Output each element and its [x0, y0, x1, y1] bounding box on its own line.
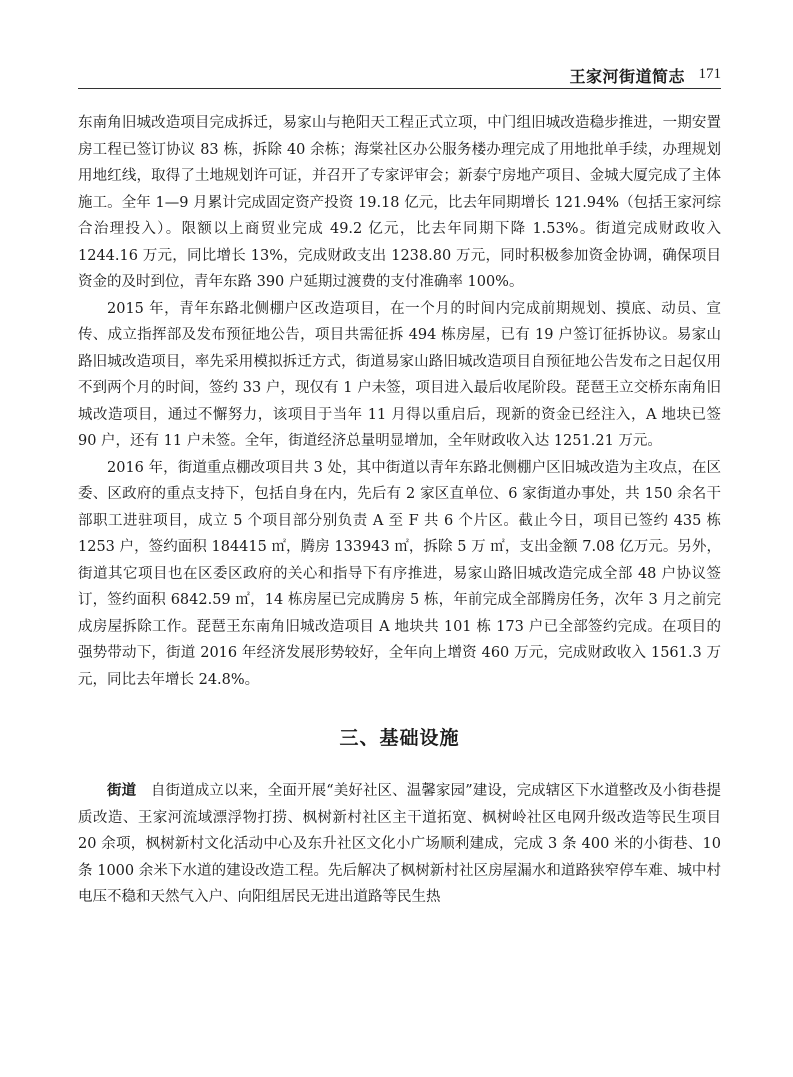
paragraph-infrastructure: [78, 778, 721, 911]
paragraph-2016: 2016 年，街道重点棚改项目共 3 处，其中街道以青年东路北侧棚户区旧城改造为主攻点，在区委、区政府的重点支持下，包括自身在内，先后有 2 家区直单位、6 家街道办事处，共 150 余名干部职工进驻项目，成立 5 个项目部分别负责 A 至 F 共 6 个片区。截止今日，项目已签约 435 栋 1253 户，签约面积 184415 ㎡，腾房 133943 ㎡，拆除 5 万 ㎡，支出金额 7.08 亿万元。另外，街道其它项目也在区委区政府的关心和指导下有序推进，易家山路旧城改造完成全部 48 户协议签订，签约面积 6842.59 ㎡，14 栋房屋已完成腾房 5 栋，年前完成全部腾房任务，次年 3 月之前完成房屋拆除工作。琵琶王东南角旧城改造项目 A 地块共 101 栋 173 户已全部签约完成。在项目的强势带动下，街道 2016 年经济发展形势较好，全年向上增资 460 万元，完成财政收入 1561.3 万元，同比去年增长 24.8%。: [78, 459, 721, 688]
header-rule: [78, 88, 721, 89]
lead-text: 自街道成立以来，全面开展“美好社区、温馨家园”建设，完成辖区下水道整改及小街巷提质改造、王家河流域漂浮物打捞、枫树新村社区主干道拓宽、枫树岭社区电网升级改造等民生项目 20 余项，枫树新村文化活动中心及东升社区文化小广场顺利建成，完成 3 条 400 米的小街巷、10 条 1000 余米下水道的建设改造工程。先后解决了枫树新村社区房屋漏水和道路狭窄停车难、城中村电压不稳和天然气入户、向阳组居民无进出道路等民生热: [78, 783, 722, 905]
lead-term: 街道: [107, 783, 137, 799]
page-number: 171: [698, 66, 721, 82]
paragraph-2015: 2015 年，青年东路北侧棚户区改造项目，在一个月的时间内完成前期规划、摸底、动员、宣传、成立指挥部及发布预征地公告，项目共需征拆 494 栋房屋，已有 19 户签订征拆协议。易家山路旧城改造项目，率先采用模拟拆迁方式，街道易家山路旧城改造项目自预征地公告发布之日起仅用不到两个月的时间，签约 33 户，现仅有 1 户未签，项目进入最后收尾阶段。琵琶王立交桥东南角旧城改造项目，通过不懈努力，该项目于当年 11 月得以重启后，现新的资金已经注入，A 地块已签 90 户，还有 11 户未签。全年，街道经济总量明显增加，全年财政收入达 1251.21 万元。: [78, 300, 721, 449]
paragraph-continued: 东南角旧城改造项目完成拆迁，易家山与艳阳天工程正式立项，中门组旧城改造稳步推进，一期安置房工程已签订协议 83 栋，拆除 40 余栋；海棠社区办公服务楼办理完成了用地批单手续，办理规划用地红线，取得了土地规划许可证，并召开了专家评审会；新泰宁房地产项目、金城大厦完成了主体施工。全年 1—9 月累计完成固定资产投资 19.18 亿元，比去年同期增长 121.94%（包括王家河综合治理投入）。限额以上商贸业完成 49.2 亿元，比去年同期下降 1.53%。街道完成财政收入 1244.16 万元，同比增长 13%，完成财政支出 1238.80 万元，同时积极参加资金协调，确保项目资金的及时到位，青年东路 390 户延期过渡费的支付准确率 100%。: [78, 115, 721, 290]
book-title: 王家河街道简志: [569, 67, 685, 86]
body-text: [78, 110, 721, 911]
section-heading: 三、基础设施: [339, 727, 460, 749]
running-header: [78, 62, 721, 88]
